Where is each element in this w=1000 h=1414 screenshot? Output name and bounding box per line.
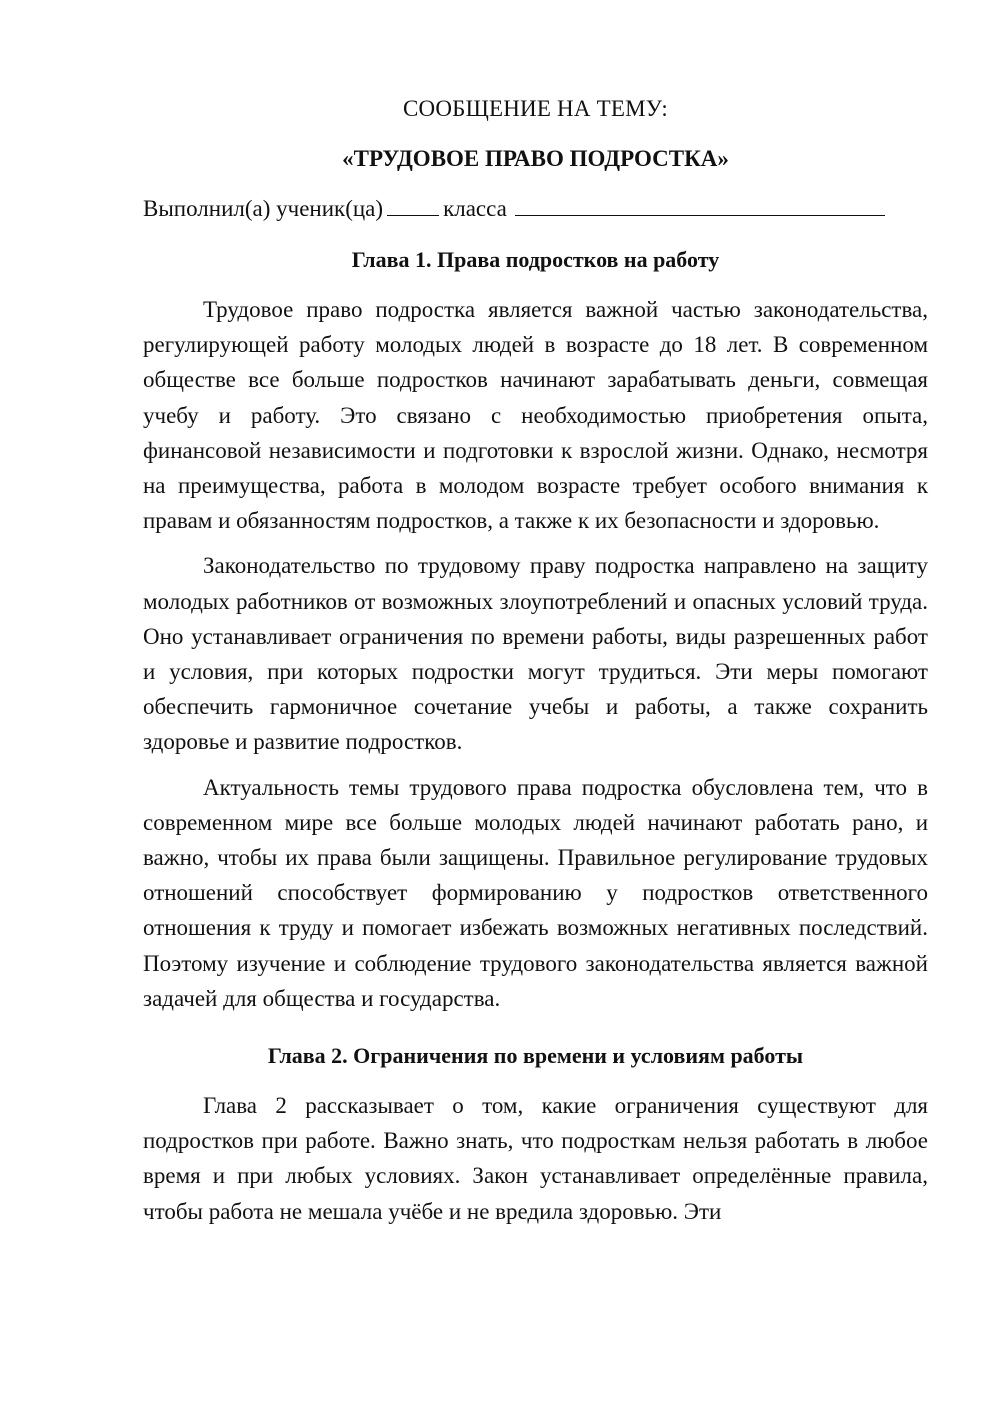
chapter-2-paragraph-1: Глава 2 рассказывает о том, какие ограничения существуют для подростков при работе. Важно знать, что подросткам нельзя работать в любое время и при любых условиях. Закон устанавливает определённые правила, чтобы работа не мешала учёбе и не вредила здоровью. Эти <box>143 1093 928 1224</box>
chapter-1-paragraph-1: Трудовое право подростка является важной частью законодательства, регулирующей работу молодых людей в возрасте до 18 лет. В современном обществе все больше подростков начинают зарабатывать деньги, совмещая учебу и работу. Это связано с необходимостью приобретения опыта, финансовой независимости и подготовки к взрослой жизни. Однако, несмотря на преимущества, работа в молодом возрасте требует особого внимания к правам и обязанностям подростков, а также к их безопасности и здоровью. <box>143 297 928 534</box>
chapter-1-heading: Глава 1. Права подростков на работу <box>351 247 720 272</box>
student-class-label: класса <box>443 196 507 221</box>
document-body <box>143 92 928 1239</box>
chapter-2-heading: Глава 2. Ограничения по времени и условиям работы <box>267 1043 804 1069</box>
student-line <box>143 192 928 226</box>
student-prefix: Выполнил(а) ученик(ца) <box>143 196 384 221</box>
document-title-line2: «ТРУДОВОЕ ПРАВО ПОДРОСТКА» <box>342 146 729 171</box>
document-title-line1: СООБЩЕНИЕ НА ТЕМУ: <box>403 96 668 121</box>
chapter-1-paragraph-2: Законодательство по трудовому праву подростка направлено на защиту молодых работников от возможных злоупотреблений и опасных условий труда. Оно устанавливает ограничения по времени работы, виды разрешенных работ и условия, при которых подростки могут трудиться. Эти меры помогают обеспечить гармоничное сочетание учебы и работы, а также сохранить здоровье и развитие подростков. <box>143 553 928 755</box>
grade-blank <box>387 193 439 216</box>
chapter-1-paragraph-3: Актуальность темы трудового права подростка обусловлена тем, что в современном мире все больше молодых людей начинают работать рано, и важно, чтобы их права были защищены. Правильное регулирование трудовых отношений способствует формированию у подростков ответственного отношения к труду и помогает избежать возможных негативных последствий. Поэтому изучение и соблюдение трудового законодательства является важной задачей для общества и государства. <box>143 774 928 1011</box>
name-blank <box>515 193 885 216</box>
